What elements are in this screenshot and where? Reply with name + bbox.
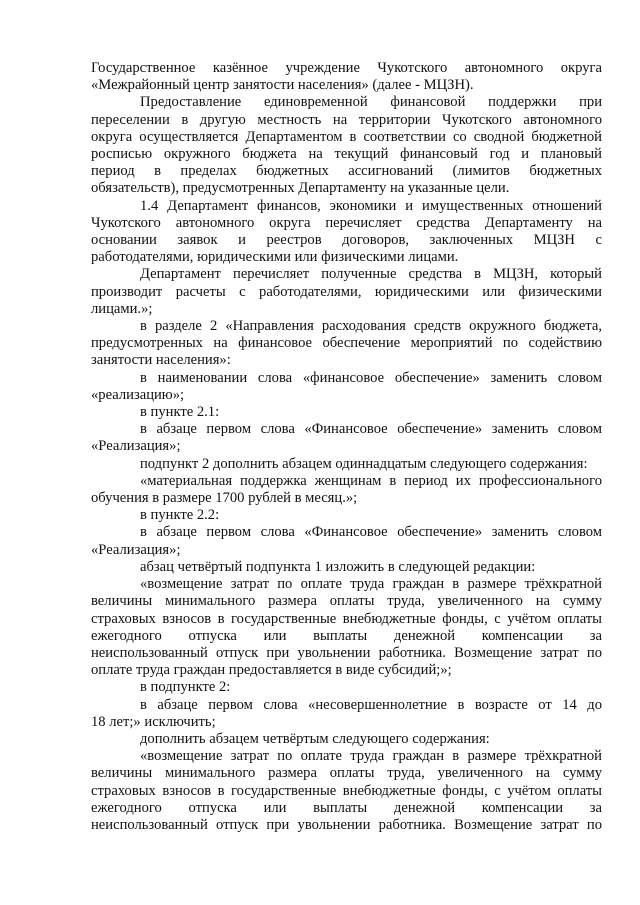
text-line: страховых взносов в государственные внебюджетные фонды, с учётом оплаты — [91, 610, 602, 627]
text-line: величины минимального размера оплаты труда, увеличенного на сумму — [91, 593, 602, 610]
text-line: ежегодного отпуска или выплаты денежной компенсации за — [91, 799, 602, 816]
text-line: в разделе 2 «Направления расходования средств окружного бюджета, — [140, 318, 602, 335]
text-line: лицами.»; — [91, 300, 153, 317]
text-line: «Реализация»; — [91, 541, 181, 558]
text-line: 18 лет;» исключить; — [91, 713, 216, 730]
text-line: «Реализация»; — [91, 438, 181, 455]
text-line: абзац четвёртый подпункта 1 изложить в следующей редакции: — [140, 558, 536, 575]
text-line: обучения в размере 1700 рублей в месяц.»; — [91, 490, 358, 507]
text-line: «Межрайонный центр занятости населения» (далее - МЦЗН). — [91, 77, 474, 94]
text-line: подпункт 2 дополнить абзацем одиннадцатым следующего содержания: — [140, 455, 588, 472]
text-line: страховых взносов в государственные внебюджетные фонды, с учётом оплаты — [91, 782, 602, 799]
text-line: «возмещение затрат по оплате труда граждан в размере трёхкратной — [140, 576, 602, 593]
text-line: переселении в другую местность на территории Чукотского автономного — [91, 111, 602, 128]
text-line: Государственное казённое учреждение Чукотского автономного округа — [91, 60, 602, 76]
text-line: в пункте 2.2: — [140, 507, 220, 524]
text-line: период в пределах бюджетных ассигнований (лимитов бюджетных — [91, 163, 602, 180]
text-line: округа осуществляется Департаментом в соответствии со сводной бюджетной — [91, 128, 602, 145]
text-line: в абзаце первом слова «Финансовое обеспечение» заменить словом — [140, 421, 602, 438]
text-line: «возмещение затрат по оплате труда граждан в размере трёхкратной — [140, 748, 602, 765]
text-line: основании заявок и реестров договоров, заключенных МЦЗН с — [91, 232, 602, 249]
text-line: в абзаце первом слова «Финансовое обеспечение» заменить словом — [140, 524, 602, 541]
text-line: в наименовании слова «финансовое обеспечение» заменить словом — [140, 369, 602, 386]
text-line: предусмотренных на финансовое обеспечение мероприятий по содействию — [91, 335, 602, 352]
text-line: в подпункте 2: — [140, 679, 231, 696]
text-line: Предоставление единовременной финансовой поддержки при — [140, 94, 602, 111]
text-line: 1.4 Департамент финансов, экономики и имущественных отношений — [140, 197, 602, 214]
text-line: величины минимального размера оплаты труда, увеличенного на сумму — [91, 765, 602, 782]
text-line: обязательств), предусмотренных Департаменту на указанные цели. — [91, 180, 510, 197]
text-line: росписью окружного бюджета на текущий финансовый год и плановый — [91, 146, 602, 163]
document-page — [91, 60, 602, 834]
text-line: занятости населения»: — [91, 352, 231, 369]
text-line: неиспользованный отпуск при увольнении работника. Возмещение затрат по — [91, 644, 602, 661]
text-line: «реализацию»; — [91, 386, 185, 403]
text-line: Чукотского автономного округа перечисляет средства Департаменту на — [91, 214, 602, 231]
text-line: в абзаце первом слова «несовершеннолетние в возрасте от 14 до — [140, 696, 602, 713]
text-line: оплате труда граждан предоставляется в виде субсидий;»; — [91, 662, 452, 679]
text-line: в пункте 2.1: — [140, 404, 220, 421]
text-line: работодателями, юридическими или физическими лицами. — [91, 249, 459, 266]
text-line: неиспользованный отпуск при увольнении работника. Возмещение затрат по — [91, 816, 602, 833]
text-line: «материальная поддержка женщинам в период их профессионального — [140, 472, 602, 489]
text-line: ежегодного отпуска или выплаты денежной компенсации за — [91, 627, 602, 644]
text-line: производит расчеты с работодателями, юридическими или физическими — [91, 283, 602, 300]
text-line: Департамент перечисляет полученные средства в МЦЗН, который — [140, 266, 602, 283]
text-line: дополнить абзацем четвёртым следующего содержания: — [140, 730, 490, 747]
